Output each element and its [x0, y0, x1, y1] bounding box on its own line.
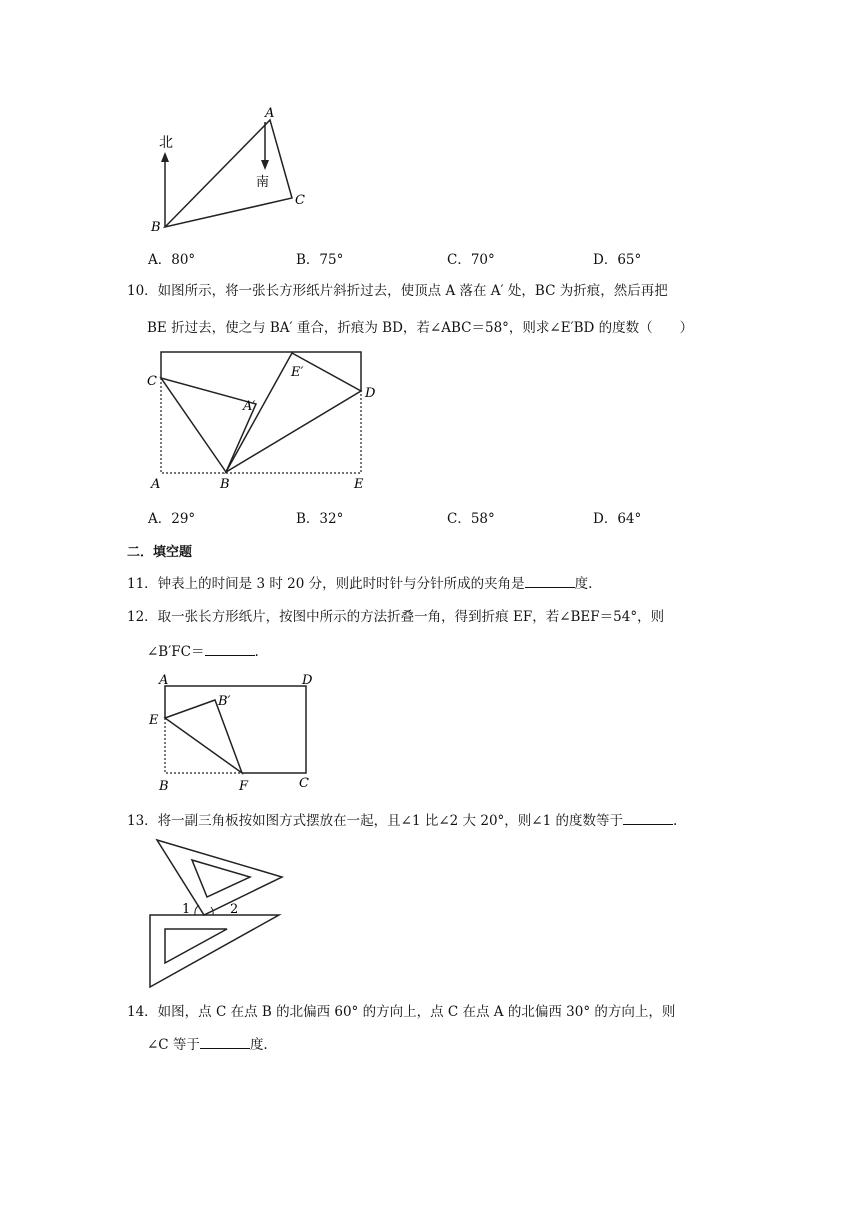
label-a: A	[159, 673, 169, 688]
label-d: D	[302, 673, 313, 688]
label-a-prime: A′	[243, 399, 256, 414]
label-b: B	[159, 779, 169, 794]
q12-tail: .	[254, 644, 259, 660]
label-d: D	[365, 386, 376, 401]
q13-answer-blank[interactable]	[623, 810, 673, 825]
q10-line2: BE 折过去，使之与 BA′ 重合，折痕为 BD，若∠ABC＝58°，则求∠E′BD 的度数（ ）	[147, 320, 694, 336]
q13-text	[127, 810, 677, 831]
q9-option-d: D．65°	[593, 252, 642, 268]
q14-line1: 14．如图，点 C 在点 B 的北偏西 60° 的方向上，点 C 在点 A 的北偏西 30° 的方向上，则	[127, 1004, 676, 1020]
q9-option-b: B．75°	[296, 252, 344, 268]
label-b: B	[220, 477, 230, 492]
north-label: 北	[159, 135, 173, 151]
label-b: B	[151, 220, 161, 235]
q9-option-c: C．70°	[447, 252, 495, 268]
q12-line2	[147, 641, 259, 662]
south-label: 南	[256, 175, 270, 190]
label-e: E	[149, 713, 159, 728]
section-title: 二．填空题	[127, 545, 193, 560]
q13-question: 13．将一副三角板按如图方式摆放在一起，且∠1 比∠2 大 20°，则∠1 的度数等于	[127, 813, 623, 829]
q11-answer-blank[interactable]	[525, 573, 575, 588]
q10-line1: 10．如图所示，将一张长方形纸片斜折过去，使顶点 A 落在 A′ 处，BC 为折痕，然后再把	[127, 283, 668, 299]
q14-tail: 度.	[249, 1037, 268, 1053]
label-c: C	[147, 374, 157, 389]
label-f: F	[239, 779, 249, 794]
angle-2-label: 2	[230, 902, 239, 917]
q13-figure	[145, 835, 290, 995]
q10-option-c: C．58°	[447, 511, 495, 527]
q10-option-d: D．64°	[593, 511, 642, 527]
label-e: E	[354, 477, 364, 492]
q13-tail: .	[672, 813, 678, 829]
q14-answer-blank[interactable]	[200, 1034, 250, 1049]
q11-text	[127, 573, 592, 594]
label-e-prime: E′	[291, 365, 304, 380]
q12-line1: 12．取一张长方形纸片，按图中所示的方法折叠一角，得到折痕 EF，若∠BEF＝54°，则	[127, 609, 665, 625]
label-c: C	[299, 776, 309, 791]
q10-option-b: B．32°	[296, 511, 344, 527]
q9-figure	[140, 100, 320, 240]
label-b-prime: B′	[218, 694, 231, 709]
q14-line2	[147, 1034, 268, 1055]
q12-question: ∠B′FC＝	[147, 644, 205, 660]
q11-question: 11．钟表上的时间是 3 时 20 分，则此时时针与分针所成的夹角是	[127, 576, 525, 592]
q14-question: ∠C 等于	[147, 1037, 200, 1053]
label-a: A	[151, 477, 161, 492]
angle-1-label: 1	[182, 902, 191, 917]
q11-tail: 度.	[574, 576, 593, 592]
q12-answer-blank[interactable]	[205, 641, 255, 656]
label-c: C	[295, 193, 305, 208]
label-a: A	[265, 106, 275, 121]
q9-option-a: A．80°	[148, 252, 196, 268]
q12-figure	[145, 670, 320, 800]
q10-option-a: A．29°	[148, 511, 196, 527]
q10-figure	[145, 345, 380, 495]
